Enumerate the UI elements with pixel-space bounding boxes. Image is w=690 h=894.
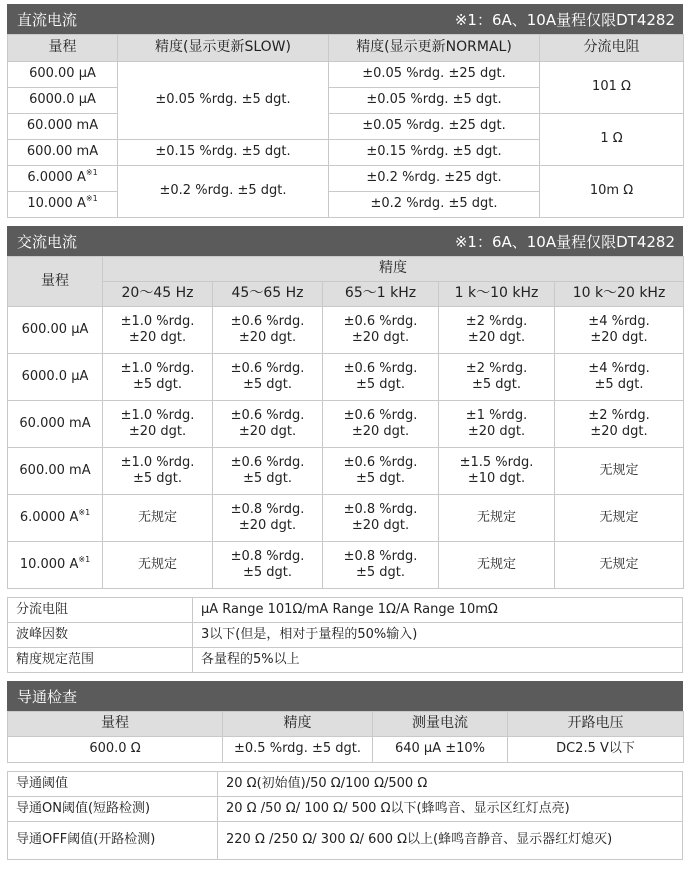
ac-info-table — [7, 597, 683, 673]
continuity-table — [7, 711, 684, 763]
ac-range-cell: 60.000 mA — [8, 401, 103, 448]
ac-freq-header: 45～65 Hz — [213, 282, 323, 307]
ac-range-cell: 600.00 μA — [8, 307, 103, 354]
ac-accuracy-cell: ±0.6 %rdg. ±5 dgt. — [323, 448, 439, 495]
dc-range-cell: 60.000 mA — [8, 114, 118, 140]
dc-range-cell: 6.0000 $A^{※1}$ — [8, 166, 118, 192]
ac-header-accuracy: 精度 — [103, 257, 684, 282]
spec-sheet — [7, 4, 683, 860]
ac-table-row — [8, 495, 684, 542]
ac-table-row — [8, 354, 684, 401]
cont-info-label: 导通阈值 — [8, 772, 218, 797]
ac-accuracy-cell: 无规定 — [555, 448, 684, 495]
dc-normal-cell: ±0.05 %rdg. ±5 dgt. — [329, 88, 540, 114]
dc-normal-cell: ±0.2 %rdg. ±25 dgt. — [329, 166, 540, 192]
ac-accuracy-cell: 无规定 — [439, 542, 555, 589]
ac-table-row — [8, 542, 684, 589]
cont-value-voltage: DC2.5 V以下 — [508, 737, 684, 763]
ac-title: 交流电流 — [17, 232, 78, 251]
dc-normal-cell: ±0.05 %rdg. ±25 dgt. — [329, 62, 540, 88]
dc-title: 直流电流 — [17, 10, 78, 29]
continuity-info-table — [7, 771, 683, 860]
dc-header-normal: 精度(显示更新NORMAL) — [329, 35, 540, 62]
ac-accuracy-cell: ±1 %rdg. ±20 dgt. — [439, 401, 555, 448]
dc-header-shunt: 分流电阻 — [540, 35, 684, 62]
dc-range-cell: 6000.0 μA — [8, 88, 118, 114]
cont-header-range: 量程 — [8, 712, 223, 737]
dc-slow-cell: ±0.05 %rdg. ±5 dgt. — [118, 62, 329, 140]
dc-normal-cell: ±0.2 %rdg. ±5 dgt. — [329, 192, 540, 218]
dc-header-range: 量程 — [8, 35, 118, 62]
ac-info-value: 各量程的5%以上 — [193, 648, 683, 673]
ac-info-value: 3以下(但是，相对于量程的50%输入) — [193, 623, 683, 648]
ac-accuracy-cell: ±4 %rdg. ±5 dgt. — [555, 354, 684, 401]
ac-header-range: 量程 — [8, 257, 103, 307]
dc-header-slow: 精度(显示更新SLOW) — [118, 35, 329, 62]
cont-info-label: 导通OFF阈值(开路检测) — [8, 822, 218, 860]
ac-accuracy-cell: ±0.6 %rdg. ±20 dgt. — [213, 401, 323, 448]
cont-info-value: 20 Ω /50 Ω/ 100 Ω/ 500 Ω以下(蜂鸣音、显示区红灯点亮) — [218, 797, 683, 822]
dc-slow-cell: ±0.2 %rdg. ±5 dgt. — [118, 166, 329, 218]
ac-accuracy-cell: ±0.8 %rdg. ±20 dgt. — [323, 495, 439, 542]
cont-value-range: 600.0 Ω — [8, 737, 223, 763]
continuity-title: 导通检查 — [17, 687, 78, 706]
ac-note: ※1：6A、10A量程仅限DT4282 — [454, 232, 675, 251]
dc-shunt-cell: 10m Ω — [540, 166, 684, 218]
dc-normal-cell: ±0.15 %rdg. ±5 dgt. — [329, 140, 540, 166]
ac-accuracy-cell: ±0.8 %rdg. ±5 dgt. — [213, 542, 323, 589]
ac-range-cell: 10.000 $A^{※1}$ — [8, 542, 103, 589]
ac-accuracy-cell: ±0.6 %rdg. ±20 dgt. — [213, 307, 323, 354]
ac-table-row — [8, 448, 684, 495]
dc-range-cell: 10.000 $A^{※1}$ — [8, 192, 118, 218]
ac-freq-header: 1 k～10 kHz — [439, 282, 555, 307]
ac-accuracy-cell: 无规定 — [555, 495, 684, 542]
cont-info-value: 20 Ω(初始值)/50 Ω/100 Ω/500 Ω — [218, 772, 683, 797]
cont-header-accuracy: 精度 — [223, 712, 373, 737]
ac-info-label: 精度规定范围 — [8, 648, 193, 673]
dc-table — [7, 34, 684, 218]
ac-accuracy-cell: ±1.0 %rdg. ±20 dgt. — [103, 307, 213, 354]
ac-freq-header: 65～1 kHz — [323, 282, 439, 307]
ac-accuracy-cell: ±0.6 %rdg. ±20 dgt. — [323, 307, 439, 354]
ac-accuracy-cell: 无规定 — [439, 495, 555, 542]
ac-accuracy-cell: ±2 %rdg. ±20 dgt. — [555, 401, 684, 448]
ac-info-value: μA Range 101Ω/mA Range 1Ω/A Range 10mΩ — [193, 598, 683, 623]
ac-accuracy-cell: ±0.6 %rdg. ±5 dgt. — [213, 448, 323, 495]
dc-shunt-cell: 101 Ω — [540, 62, 684, 114]
dc-shunt-cell: 1 Ω — [540, 114, 684, 166]
cont-value-accuracy: ±0.5 %rdg. ±5 dgt. — [223, 737, 373, 763]
cont-info-value: 220 Ω /250 Ω/ 300 Ω/ 600 Ω以上(蜂鸣音静音、显示器红灯熄灭) — [218, 822, 683, 860]
dc-slow-cell: ±0.15 %rdg. ±5 dgt. — [118, 140, 329, 166]
dc-normal-cell: ±0.05 %rdg. ±25 dgt. — [329, 114, 540, 140]
ac-info-label: 波峰因数 — [8, 623, 193, 648]
ac-accuracy-cell: ±0.6 %rdg. ±5 dgt. — [213, 354, 323, 401]
cont-header-current: 测量电流 — [373, 712, 508, 737]
dc-range-cell: 600.00 μA — [8, 62, 118, 88]
ac-accuracy-cell: 无规定 — [555, 542, 684, 589]
cont-value-current: 640 μA ±10% — [373, 737, 508, 763]
ac-table-row — [8, 401, 684, 448]
ac-accuracy-cell: ±1.5 %rdg. ±10 dgt. — [439, 448, 555, 495]
ac-accuracy-cell: ±0.6 %rdg. ±20 dgt. — [323, 401, 439, 448]
ac-accuracy-cell: ±2 %rdg. ±20 dgt. — [439, 307, 555, 354]
cont-info-label: 导通ON阈值(短路检测) — [8, 797, 218, 822]
ac-accuracy-cell: ±0.8 %rdg. ±5 dgt. — [323, 542, 439, 589]
ac-table — [7, 256, 684, 589]
cont-header-voltage: 开路电压 — [508, 712, 684, 737]
ac-accuracy-cell: ±0.8 %rdg. ±20 dgt. — [213, 495, 323, 542]
dc-range-cell: 600.00 mA — [8, 140, 118, 166]
ac-accuracy-cell: ±1.0 %rdg. ±5 dgt. — [103, 354, 213, 401]
ac-accuracy-cell: 无规定 — [103, 542, 213, 589]
ac-info-label: 分流电阻 — [8, 598, 193, 623]
dc-note: ※1：6A、10A量程仅限DT4282 — [454, 10, 675, 29]
ac-freq-header: 10 k～20 kHz — [555, 282, 684, 307]
ac-accuracy-cell: ±2 %rdg. ±5 dgt. — [439, 354, 555, 401]
ac-range-cell: 6.0000 $A^{※1}$ — [8, 495, 103, 542]
dc-section-header — [7, 4, 683, 34]
continuity-section-header — [7, 681, 683, 711]
ac-section-header — [7, 226, 683, 256]
ac-accuracy-cell: 无规定 — [103, 495, 213, 542]
ac-accuracy-cell: ±4 %rdg. ±20 dgt. — [555, 307, 684, 354]
ac-range-cell: 600.00 mA — [8, 448, 103, 495]
ac-accuracy-cell: ±1.0 %rdg. ±5 dgt. — [103, 448, 213, 495]
ac-table-row — [8, 307, 684, 354]
ac-accuracy-cell: ±1.0 %rdg. ±20 dgt. — [103, 401, 213, 448]
ac-accuracy-cell: ±0.6 %rdg. ±5 dgt. — [323, 354, 439, 401]
ac-range-cell: 6000.0 μA — [8, 354, 103, 401]
ac-freq-header: 20～45 Hz — [103, 282, 213, 307]
